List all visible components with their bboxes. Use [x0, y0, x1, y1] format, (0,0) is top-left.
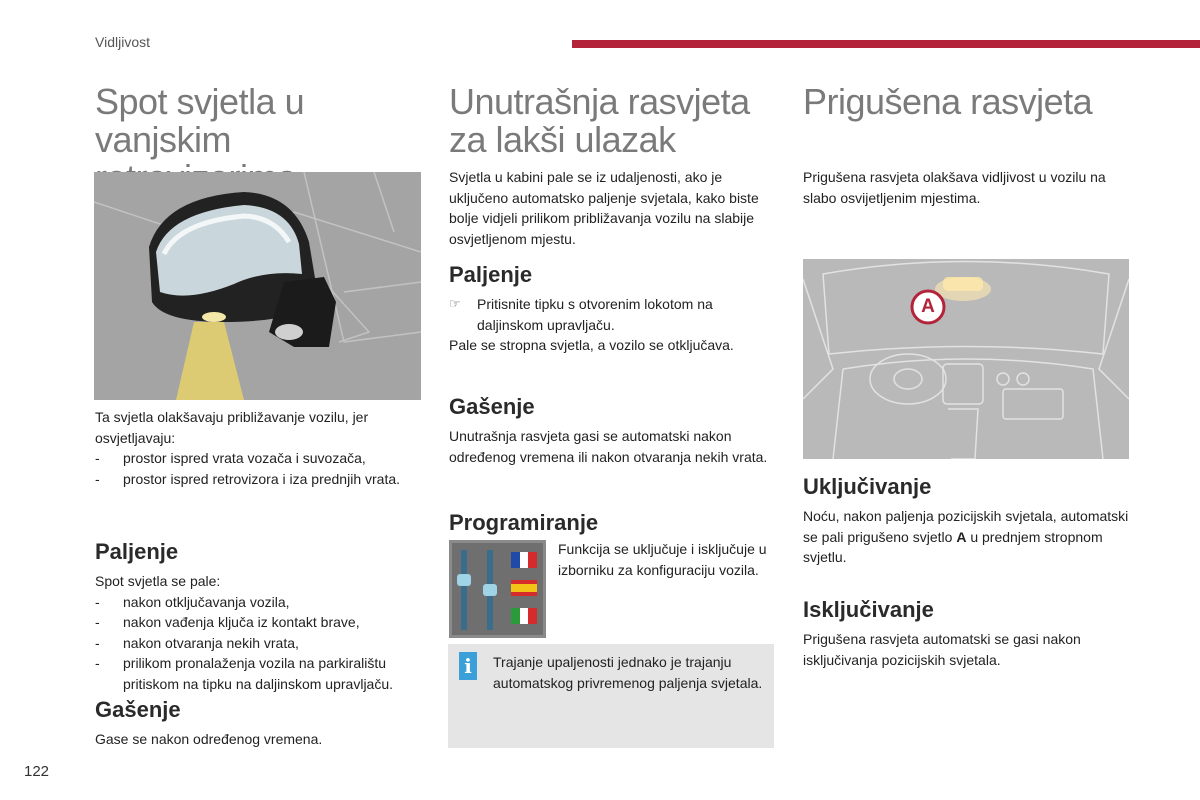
on-intro: Spot svjetla se pale:: [95, 573, 221, 589]
marker-a-label: A: [921, 296, 935, 317]
on-text-marker: A: [956, 528, 967, 545]
spot-intro: [95, 407, 425, 489]
mirror-illustration: [94, 172, 421, 400]
list-item: - prilikom pronalaženja vozila na parkiralištu pritiskom na tipku na daljinskom upravljaču.: [95, 653, 430, 694]
interior-off-text: Unutrašnja rasvjeta gasi se automatski nakon određenog vremena ili nakon otvaranja nekih vrata.: [449, 428, 768, 465]
page-number: 122: [24, 763, 50, 780]
result-text: Pale se stropna svjetla, a vozilo se otključava.: [449, 337, 734, 353]
title-line: Spot svjetla u: [95, 81, 305, 122]
heading-programiranje: Programiranje: [449, 510, 599, 535]
programming-text: Funkcija se uključuje i isključuje u izborniku za konfiguraciju vozila.: [558, 541, 767, 578]
title-line: Unutrašnja rasvjeta: [449, 81, 750, 122]
page-title-dimmed-lighting: Prigušena rasvjeta: [803, 81, 1093, 122]
header-accent-bar: [572, 40, 1200, 48]
on-text-part: u prednjem stropnom svjetlu.: [803, 528, 1103, 565]
dimmed-intro: Prigušena rasvjeta olakšava vidljivost u vozilu na slabo osvijetljenim mjestima.: [803, 169, 1106, 206]
dimmed-on-text: [803, 506, 1133, 568]
intro-text: Ta svjetla olakšavaju približavanje vozilu, jer osvjetljavaju:: [95, 409, 369, 446]
dimmed-off-text: Prigušena rasvjeta automatski se gasi nakon isključivanja pozicijskih svjetala.: [803, 631, 1081, 668]
info-text: Trajanje upaljenosti jednako je trajanju automatskog privremenog paljenja svjetala.: [493, 654, 763, 691]
info-icon: i: [459, 652, 477, 680]
heading-gasenje: Gašenje: [449, 394, 535, 419]
spot-on-section: [95, 571, 430, 694]
step-text: Pritisnite tipku s otvorenim lokotom na daljinskom upravljaču.: [477, 296, 713, 333]
heading-paljenje: Paljenje: [95, 539, 179, 564]
on-text-part: Noću, nakon paljenja pozicijskih svjetala, automatski se pali prigušeno svjetlo: [803, 508, 1129, 545]
spot-off-text: Gase se nakon određenog vremena.: [95, 731, 323, 747]
pointing-hand-icon: ☞: [449, 296, 461, 311]
interior-on-section: [449, 294, 775, 356]
heading-ukljucivanje: Uključivanje: [803, 474, 932, 499]
list-item: - prostor ispred vrata vozača i suvozača,: [95, 448, 425, 469]
page-title-interior-lighting: [449, 83, 779, 159]
intro-list: [95, 448, 425, 489]
config-menu-illustration: [449, 540, 546, 638]
heading-paljenje: Paljenje: [449, 262, 533, 287]
cabin-illustration: [803, 259, 1129, 459]
interior-intro: Svjetla u kabini pale se iz udaljenosti, ako je uključeno automatsko paljenje svjetala, kako biste bolje vidjeli prilikom približavanja vozilu na slabije osvjetljenom mjestu.: [449, 169, 759, 247]
section-label: Vidljivost: [95, 34, 150, 50]
list-item: - nakon vađenja ključa iz kontakt brave,: [95, 612, 430, 633]
title-line: vanjskim: [95, 119, 232, 160]
title-line: za lakši ulazak: [449, 119, 676, 160]
instruction-step: [449, 294, 775, 335]
on-list: [95, 592, 430, 695]
list-item: - nakon otključavanja vozila,: [95, 592, 430, 613]
heading-iskljucivanje: Isključivanje: [803, 597, 934, 622]
list-item: - prostor ispred retrovizora i iza prednjih vrata.: [95, 469, 425, 490]
list-item: - nakon otvaranja nekih vrata,: [95, 633, 430, 654]
heading-gasenje: Gašenje: [95, 697, 181, 722]
